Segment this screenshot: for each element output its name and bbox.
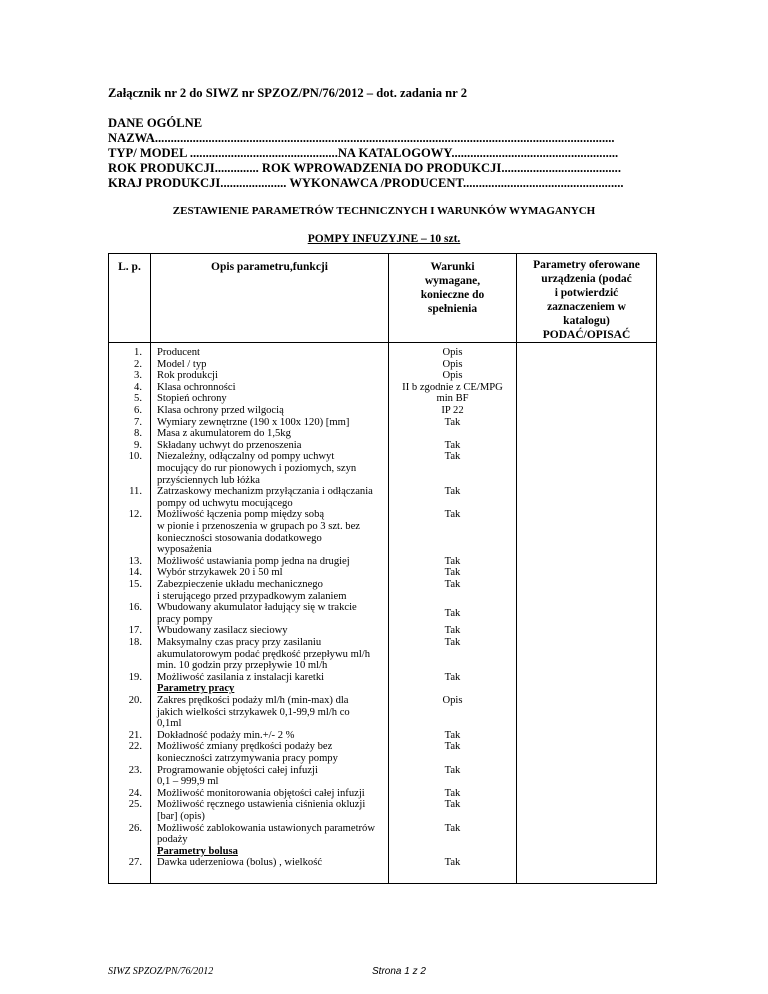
requirement-value: Tak bbox=[444, 671, 461, 683]
col-numbers bbox=[109, 343, 151, 884]
parameter-description: Dokładność podaży min.+/- 2 % bbox=[157, 729, 295, 741]
header-line: zaznaczeniem w bbox=[547, 301, 626, 313]
parameter-description: mocujący do rur pionowych i poziomych, szyn bbox=[157, 463, 357, 474]
header-line: i potwierdzić bbox=[554, 287, 619, 299]
requirement-value: Opis bbox=[442, 358, 463, 370]
parameter-description: min. 10 godzin przy przepływie 10 ml/h bbox=[157, 660, 328, 672]
requirement-value: Tak bbox=[444, 555, 461, 567]
row-number: 13. bbox=[128, 555, 142, 567]
row-number: 9. bbox=[134, 439, 142, 451]
col-requirements bbox=[389, 343, 517, 884]
header-line: urządzenia (podać bbox=[541, 273, 632, 285]
header-line: Parametry oferowane bbox=[533, 259, 640, 271]
parameter-description: Wbudowany zasilacz sieciowy bbox=[157, 625, 288, 637]
parameter-description: Możliwość zablokowania ustawionych parametrów bbox=[157, 822, 375, 834]
row-number: 23. bbox=[128, 764, 142, 776]
parameter-description: Możliwość ręcznego ustawienia ciśnienia okluzji bbox=[157, 799, 366, 811]
row-number: 5. bbox=[134, 393, 142, 405]
row-number: 11. bbox=[129, 486, 142, 498]
parameter-description: jakich wielkości strzykawek 0,1-99,9 ml/h co bbox=[157, 706, 350, 718]
requirement-value: Tak bbox=[444, 509, 461, 521]
requirement-value: Tak bbox=[444, 451, 461, 463]
parameter-description: Zakres prędkości podaży ml/h (min-max) dla bbox=[157, 695, 349, 706]
row-number: 7. bbox=[134, 416, 142, 428]
parameters-table bbox=[108, 253, 657, 884]
parameter-description: Wybór strzykawek 20 i 50 ml bbox=[157, 567, 283, 579]
parameter-description: Wymiary zewnętrzne (190 x 100x 120) [mm] bbox=[157, 416, 350, 428]
row-number: 2. bbox=[134, 358, 142, 370]
country-line: KRAJ PRODUKCJI..................... WYKONAWCA /PRODUCENT................................................... bbox=[108, 176, 624, 190]
section-subheading: Parametry bolusa bbox=[157, 845, 238, 857]
parameter-description: konieczności zatrzymywania pracy pompy bbox=[157, 753, 338, 764]
row-number: 12. bbox=[128, 509, 142, 521]
parameter-description: Klasa ochronności bbox=[157, 381, 236, 393]
requirement-value: Tak bbox=[444, 486, 461, 498]
requirement-value: Tak bbox=[444, 637, 461, 648]
parameter-description: Model / typ bbox=[157, 358, 207, 370]
parameter-description: Wbudowany akumulator ładujący się w trakcie bbox=[157, 602, 357, 614]
parameter-description: podaży bbox=[157, 834, 188, 846]
section-subheading: Parametry pracy bbox=[157, 683, 235, 695]
table-header-row bbox=[109, 254, 657, 343]
parameter-description: Dawka uderzeniowa (bolus) , wielkość bbox=[157, 857, 323, 869]
header-parametry-label bbox=[517, 254, 656, 342]
parameter-description: 0,1 – 999,9 ml bbox=[157, 776, 219, 788]
header-line: katalogu) bbox=[563, 315, 610, 327]
parameter-description: Zabezpieczenie układu mechanicznego bbox=[157, 579, 323, 590]
parameter-description: Możliwość zasilania z instalacji karetki bbox=[157, 671, 325, 683]
header-parametry bbox=[517, 254, 657, 343]
header-warunki bbox=[389, 254, 517, 343]
requirement-value: Tak bbox=[444, 729, 461, 741]
parameter-description: Maksymalny czas pracy przy zasilaniu bbox=[157, 637, 322, 648]
parameter-description: w pionie i przenoszenia w grupach po 3 szt. bez bbox=[157, 521, 360, 532]
row-number: 25. bbox=[128, 799, 142, 811]
header-opis bbox=[151, 254, 389, 343]
requirement-value: Tak bbox=[444, 741, 461, 753]
row-number: 8. bbox=[134, 428, 142, 440]
row-number: 16. bbox=[128, 602, 142, 614]
footer-document-id: SIWZ SPZOZ/PN/76/2012 bbox=[108, 966, 214, 977]
col-descriptions bbox=[151, 343, 389, 884]
production-year-line: ROK PRODUKCJI.............. ROK WPROWADZENIA DO PRODUKCJI...................................... bbox=[108, 161, 621, 175]
parameter-description: [bar] (opis) bbox=[157, 811, 205, 822]
requirement-value: Tak bbox=[444, 764, 461, 776]
header-line: konieczne do bbox=[420, 289, 485, 301]
parameter-description: Składany uchwyt do przenoszenia bbox=[157, 439, 302, 451]
table-body-row bbox=[109, 343, 657, 884]
header-opis-label: Opis parametru,funkcji bbox=[211, 261, 328, 273]
type-model-line: TYP/ MODEL ...............................................NA KATALOGOWY..................................................... bbox=[108, 146, 619, 160]
row-number: 20. bbox=[128, 695, 142, 706]
parameter-description: Stopień ochrony bbox=[157, 393, 227, 405]
requirement-value: Tak bbox=[444, 579, 461, 590]
row-number: 19. bbox=[128, 671, 142, 683]
footer-page-number: Strona 1 z 2 bbox=[372, 966, 426, 977]
requirement-value: Tak bbox=[444, 857, 461, 869]
row-number: 17. bbox=[128, 625, 142, 637]
parameter-description: pracy pompy bbox=[157, 613, 213, 625]
parameter-description: Możliwość łączenia pomp między sobą bbox=[157, 509, 325, 521]
row-number: 26. bbox=[128, 822, 142, 834]
requirement-value: IP 22 bbox=[441, 405, 464, 416]
section-title: ZESTAWIENIE PARAMETRÓW TECHNICZNYCH I WARUNKÓW WYMAGANYCH bbox=[172, 205, 596, 217]
requirement-value: Tak bbox=[444, 416, 461, 428]
requirement-value: Tak bbox=[444, 567, 461, 579]
parameter-description: 0,1ml bbox=[157, 718, 182, 730]
attachment-title: Załącznik nr 2 do SIWZ nr SPZOZ/PN/76/2012 – dot. zadania nr 2 bbox=[108, 86, 467, 100]
general-data-heading: DANE OGÓLNE bbox=[108, 116, 203, 130]
subtitle: POMPY INFUZYJNE – 10 szt. bbox=[307, 233, 461, 245]
row-number: 1. bbox=[134, 347, 142, 358]
parameter-description: Producent bbox=[157, 347, 200, 358]
header-line: Warunki bbox=[430, 261, 475, 273]
row-number: 18. bbox=[128, 637, 142, 648]
parameter-description: i sterującego przed przypadkowym zalaniem bbox=[157, 590, 347, 602]
requirement-value: Opis bbox=[442, 370, 463, 382]
header-line: spełnienia bbox=[427, 303, 478, 315]
parameter-description: konieczności stosowania dodatkowego bbox=[157, 532, 322, 544]
row-number: 21. bbox=[128, 729, 142, 741]
requirement-value: Tak bbox=[444, 608, 461, 619]
row-number: 15. bbox=[128, 579, 142, 590]
parameter-description: Masa z akumulatorem do 1,5kg bbox=[157, 428, 291, 440]
row-number: 10. bbox=[128, 451, 142, 463]
parameter-description: Możliwość zmiany prędkości podaży bez bbox=[157, 741, 333, 753]
header-lp-label: L. p. bbox=[118, 261, 141, 273]
requirement-value: Tak bbox=[444, 822, 461, 834]
parameter-description: Niezależny, odłączalny od pompy uchwyt bbox=[157, 451, 335, 463]
requirement-value: Tak bbox=[444, 439, 461, 451]
row-number: 3. bbox=[134, 370, 142, 382]
row-number: 6. bbox=[134, 405, 142, 416]
row-number: 24. bbox=[128, 787, 142, 799]
parameter-description: przyściennych lub łóżka bbox=[157, 474, 260, 486]
requirement-value: Opis bbox=[442, 695, 463, 706]
requirement-value: II b zgodnie z CE/MPG bbox=[402, 381, 503, 393]
requirement-value: min BF bbox=[436, 393, 469, 405]
parameter-description: akumulatorowym podać prędkość przepływu ml/h bbox=[157, 648, 370, 660]
requirement-value: Tak bbox=[444, 787, 461, 799]
parameter-description: wyposażenia bbox=[157, 544, 212, 556]
parameter-description: Rok produkcji bbox=[157, 370, 218, 382]
parameter-description: Zatrzaskowy mechanizm przyłączania i odłączania bbox=[157, 486, 373, 498]
parameter-description: Możliwość monitorowania objętości całej infuzji bbox=[157, 787, 365, 799]
header-line: wymagane, bbox=[424, 275, 481, 287]
name-line: NAZWA.................................................................................................................................................. bbox=[108, 131, 615, 145]
row-number: 14. bbox=[128, 567, 142, 579]
header-lp bbox=[109, 254, 151, 343]
row-number: 27. bbox=[128, 857, 142, 869]
parameter-description: Klasa ochrony przed wilgocią bbox=[157, 405, 284, 416]
col-offered bbox=[517, 343, 657, 884]
parameter-description: Możliwość ustawiania pomp jedna na drugiej bbox=[157, 555, 350, 567]
requirement-value: Opis bbox=[442, 347, 463, 358]
header-warunki-label bbox=[389, 254, 516, 316]
row-number: 4. bbox=[134, 381, 142, 393]
requirement-value: Tak bbox=[444, 625, 461, 637]
header-line: PODAĆ/OPISAĆ bbox=[542, 329, 631, 341]
parameter-description: pompy od uchwytu mocującego bbox=[157, 497, 293, 509]
requirement-value: Tak bbox=[444, 799, 461, 811]
parameter-description: Programowanie objętości całej infuzji bbox=[157, 764, 318, 776]
row-number: 22. bbox=[128, 741, 142, 753]
